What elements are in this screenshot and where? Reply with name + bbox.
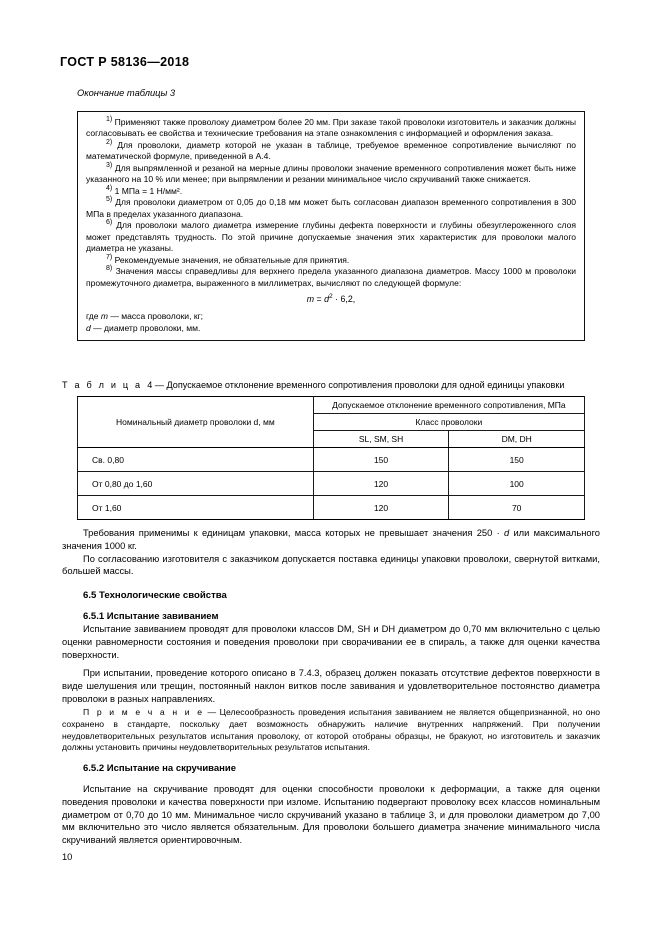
formula-exponent: 2 <box>329 293 333 301</box>
legend-symbol: m <box>100 311 108 322</box>
formula-lhs: m <box>306 294 315 305</box>
table4-cell-value: 150 <box>313 448 449 472</box>
paragraph-6-5-2: Испытание на скручивание проводят для оценки способности проволоки к деформации, а также для оценки поведения проволоки и качества поверхности при изломе. Испытанию подвергают проволоку всех классов номинальным диаметром от 0,70 до 10 мм. Минимальное число скручиваний указано в таблице 3, и для проволоки диаметром до 7,00 мм включительно это число является обязательным. Для проволоки большего диаметра значение минимального числа скручиваний является ориентировочным. <box>62 784 600 846</box>
heading-6-5-1: 6.5.1 Испытание завиванием <box>83 611 219 622</box>
section-6-5-1 <box>62 610 600 661</box>
paragraph-packing-limit <box>62 527 600 553</box>
table4-cell-value: 100 <box>449 472 585 496</box>
table4-header-subgroup: Класс проволоки <box>313 414 584 431</box>
note-dash: — <box>204 707 220 717</box>
note-text: Для выпрямленной и резаной на мерные длины проволоки значение временного сопротивления может быть ниже указанного на 10 % или менее; при выпрямлении и резании минимальное число скручиваний также снижается. <box>86 162 576 185</box>
table4-cell-diameter: От 0,80 до 1,60 <box>78 472 314 496</box>
note-text: Рекомендуемые значения, не обязательные для принятия. <box>114 254 350 265</box>
formula-base: d <box>324 294 330 305</box>
table-note <box>86 220 576 254</box>
paragraph-packing-agreement: По согласованию изготовителя с заказчиком допускается поставка единицы упаковки проволоки, свернутой витками, большей массы. <box>62 553 600 577</box>
section-6-5-heading-wrap <box>62 589 600 602</box>
section-6-5-2 <box>62 783 600 847</box>
paragraph-note <box>62 707 600 754</box>
table4-header-diameter: Номинальный диаметр проволоки d, мм <box>78 397 314 448</box>
note-marker: 7) <box>106 253 113 261</box>
note-text: Применяют также проволоку диаметром более 20 мм. При заказе такой проволоки изготовитель и заказчик должны согласовывать ее свойства и технические требования на этапе ознакомления с информацией и оформления заказа. <box>86 117 577 139</box>
heading-6-5-2: 6.5.2 Испытание на скручивание <box>83 763 237 774</box>
table4-header-class-2: DM, DH <box>449 431 585 448</box>
paragraph-6-5-1-b: При испытании, проведение которого описано в 7.4.3, образец должен показать отсутствие дефектов поверхности в виде шелушения или трещин, постоянный наклон витков после завивания и удовлетворительное постоянство диаметра проволоки в разных направлениях. <box>62 668 600 704</box>
table-row <box>78 496 585 520</box>
formula-legend-item <box>86 311 576 322</box>
table4-wrapper <box>77 396 585 520</box>
legend-prefix: где <box>86 311 101 322</box>
note-text: 1 МПа = 1 Н/мм². <box>114 185 183 196</box>
packing-limit-symbol: d <box>503 528 510 538</box>
table4 <box>77 396 585 520</box>
table4-caption <box>62 380 564 390</box>
note-marker: 5) <box>106 196 113 204</box>
packing-limit-text-a: Требования применимы к единицам упаковки, масса которых не превышает значения 250 · <box>83 528 504 538</box>
table-note <box>86 140 576 163</box>
table-note <box>86 186 576 197</box>
table4-caption-text: Допускаемое отклонение временного сопротивления проволоки для одной единицы упаковки <box>166 380 565 390</box>
table4-cell-value: 150 <box>449 448 585 472</box>
note-text: Для проволоки диаметром от 0,05 до 0,18 мм может быть согласован диапазон временного сопротивления в 300 МПа в пределах указанного диапазона. <box>86 197 576 219</box>
legend-definition: — масса проволоки, кг; <box>107 311 204 322</box>
table-note <box>86 255 576 266</box>
table4-header-class-1: SL, SM, SH <box>313 431 449 448</box>
table-notes-box <box>77 111 585 341</box>
table-note <box>86 163 576 186</box>
table4-cell-diameter: От 1,60 <box>78 496 314 520</box>
table-row <box>78 472 585 496</box>
table4-caption-dash: — <box>154 380 164 390</box>
paragraph-6-5-1-a: Испытание завиванием проводят для проволоки классов DM, SH и DH диаметром до 0,70 мм включительно с целью оценки равномерности состояния и поведения проволоки при сворачивании ее в спираль, а также для оценки качества поверхности. <box>62 624 600 660</box>
note-marker: 3) <box>106 162 113 170</box>
note-body-text: Целесообразность проведения испытания завиванием не является общепризнанной, но оно сохранено в стандарте, поскольку дает возможность обнаружить наличие внутренних напряжений. При получении неудовлетворительных результатов испытания проволоку, от которой отобраны образцы, не бракуют, но изготовитель и заказчик должны установить причины неудовлетворительных результатов испытания. <box>62 707 601 753</box>
table4-head <box>78 397 585 448</box>
section-6-5-2-heading-wrap <box>62 762 600 775</box>
section-6-5-1-continued <box>62 667 600 705</box>
table4-caption-number: 4 <box>147 380 153 390</box>
legend-symbol: d <box>86 322 91 333</box>
table-note <box>86 117 576 140</box>
packing-requirements-section <box>62 527 600 578</box>
heading-6-5: 6.5 Технологические свойства <box>83 590 227 601</box>
page-number: 10 <box>62 852 73 862</box>
table4-cell-value: 70 <box>449 496 585 520</box>
section-6-5-1-note <box>62 707 600 754</box>
table4-cell-value: 120 <box>313 496 449 520</box>
table4-header-group: Допускаемое отклонение временного сопротивления, МПа <box>313 397 584 414</box>
note-marker: 2) <box>106 139 113 147</box>
page-title: ГОСТ Р 58136—2018 <box>60 55 190 69</box>
note-marker: 6) <box>106 219 113 227</box>
note-marker: 1) <box>106 116 113 124</box>
mass-formula <box>86 294 576 306</box>
legend-definition: — диаметр проволоки, мм. <box>90 322 201 333</box>
table4-body <box>78 448 585 520</box>
formula-rhs: · 6,2, <box>332 294 356 305</box>
note-label: П р и м е ч а н и е <box>83 707 205 717</box>
note-marker: 8) <box>106 265 113 273</box>
note-text: Значения массы справедливы для верхнего предела указанного диапазона диаметров. Массу 1000 м проволоки промежуточного диаметра, выраженного в миллиметрах, вычисляют по следующей формуле: <box>86 266 576 288</box>
formula-legend-item <box>86 323 576 334</box>
note-text: Для проволоки, диаметр которой не указан в таблице, требуемое временное сопротивление вычисляют по математической формуле, приведенной в А.4. <box>86 139 577 162</box>
table-note <box>86 197 576 220</box>
table-note <box>86 266 576 289</box>
table-row <box>78 448 585 472</box>
table-continuation-label: Окончание таблицы 3 <box>77 88 176 98</box>
formula-equals: = <box>314 294 325 305</box>
table4-cell-value: 120 <box>313 472 449 496</box>
table4-header-row <box>78 397 585 414</box>
table4-cell-diameter: Св. 0,80 <box>78 448 314 472</box>
note-marker: 4) <box>106 185 113 193</box>
table4-caption-label: Т а б л и ц а <box>62 380 143 390</box>
packing-limit-text-b: или максимального значения 1000 кг. <box>62 528 601 551</box>
note-text: Для проволоки малого диаметра измерение глубины дефекта поверхности и глубины обезуглероженного слоя может представлять трудность. По этой причине допускаемые значения этих характеристик для проволоки малого диаметра не указаны. <box>86 220 577 254</box>
